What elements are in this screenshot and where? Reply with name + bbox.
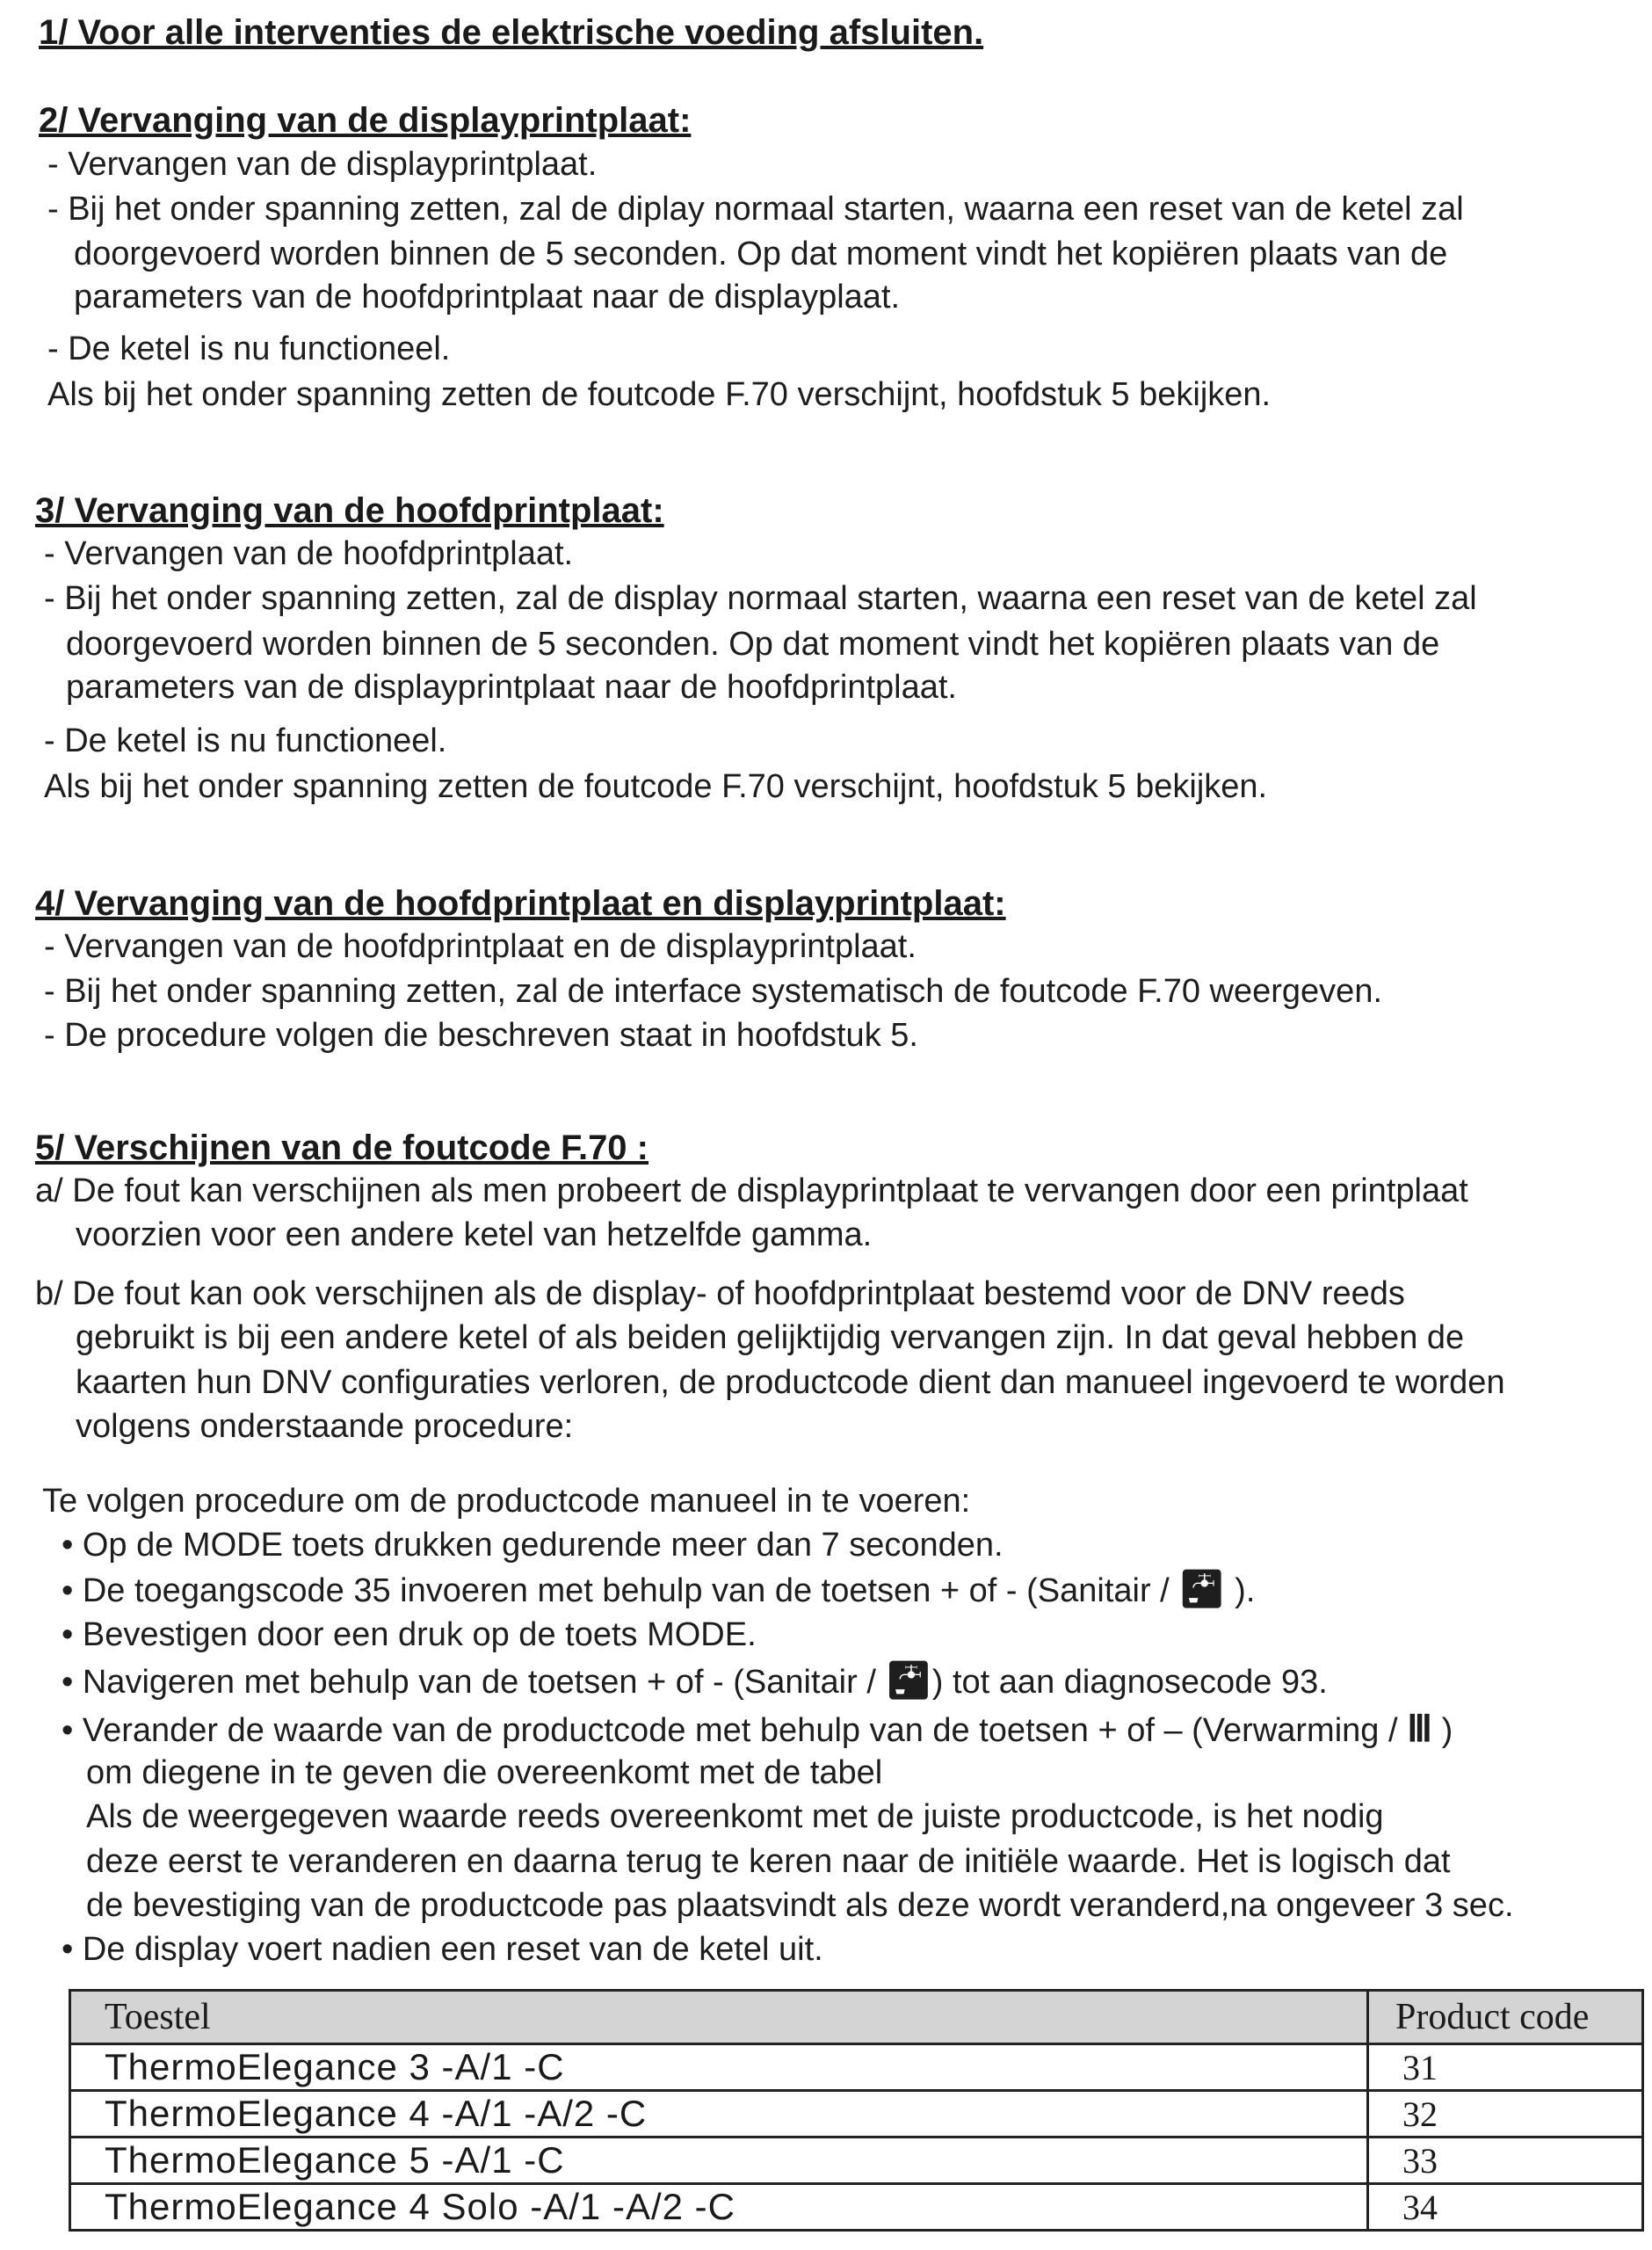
s3-line-2: - Bij het onder spanning zetten, zal de display normaal starten, waarna een reset van de ketel zal: [44, 580, 1477, 617]
procedure-line-5-text: • Verander de waarde van de productcode met behulp van de toetsen + of – (Verwarming /: [62, 1712, 1398, 1749]
s5-line-5: kaarten hun DNV configuraties verloren, de productcode dient dan manueel ingevoerd te worden: [76, 1364, 1505, 1401]
s5-line-6: volgens onderstaande procedure:: [76, 1408, 574, 1445]
section-2-heading: 2/ Vervanging van de displayprintplaat:: [39, 101, 692, 140]
procedure-line-9: de bevestiging van de productcode pas plaatsvindt als deze wordt veranderd,na ongeveer 3 sec.: [86, 1887, 1514, 1924]
s4-line-3: - De procedure volgen die beschreven staat in hoofdstuk 5.: [44, 1017, 918, 1054]
cell-device: ThermoElegance 4 -A/1 -A/2 -C: [70, 2091, 1368, 2138]
procedure-line-3: • Bevestigen door een druk op de toets MODE.: [62, 1616, 757, 1653]
s5-line-3: b/ De fout kan ook verschijnen als de display- of hoofdprintplaat bestemd voor de DNV reeds: [35, 1275, 1405, 1312]
radiator-icon: Ⅲ: [1407, 1708, 1433, 1749]
s5-line-4: gebruikt is bij een andere ketel of als beiden gelijktijdig vervangen zijn. In dat geval hebben de: [76, 1319, 1465, 1356]
procedure-intro: Te volgen procedure om de productcode manueel in te voeren:: [42, 1483, 971, 1520]
cell-code: 34: [1368, 2184, 1643, 2231]
header-toestel: Toestel: [70, 1991, 1368, 2044]
procedure-line-7: Als de weergegeven waarde reeds overeenkomt met de juiste productcode, is het nodig: [86, 1798, 1384, 1835]
header-product-code: Product code: [1368, 1991, 1643, 2044]
cell-device: ThermoElegance 4 Solo -A/1 -A/2 -C: [70, 2184, 1368, 2231]
product-code-table: [69, 1989, 1644, 2232]
s2-line-3: doorgevoerd worden binnen de 5 seconden. Op dat moment vindt het kopiëren plaats van de: [74, 236, 1448, 272]
s2-line-4: parameters van de hoofdprintplaat naar de displayplaat.: [74, 279, 901, 316]
s3-line-5: - De ketel is nu functioneel.: [44, 722, 447, 759]
procedure-line-4-tail: ) tot aan diagnosecode 93.: [931, 1664, 1328, 1701]
procedure-line-6: om diegene in te geven die overeenkomt met de tabel: [86, 1754, 883, 1791]
procedure-line-5: [62, 1707, 1453, 1753]
s2-line-6: Als bij het onder spanning zetten de foutcode F.70 verschijnt, hoofdstuk 5 bekijken.: [47, 376, 1272, 413]
procedure-line-10: • De display voert nadien een reset van de ketel uit.: [62, 1931, 823, 1968]
s4-line-2: - Bij het onder spanning zetten, zal de interface systematisch de foutcode F.70 weergeven.: [44, 973, 1383, 1010]
table-row: [70, 2184, 1643, 2231]
cell-device: ThermoElegance 3 -A/1 -C: [70, 2044, 1368, 2091]
procedure-line-8: deze eerst te veranderen en daarna terug te keren naar de initiële waarde. Het is logisch dat: [86, 1843, 1451, 1880]
procedure-line-2: [62, 1567, 1255, 1613]
s3-line-3: doorgevoerd worden binnen de 5 seconden. Op dat moment vindt het kopiëren plaats van de: [66, 626, 1440, 663]
procedure-line-2-tail: ).: [1225, 1572, 1256, 1609]
tap-icon: 🚰︎: [885, 1659, 932, 1701]
s5-line-1: a/ De fout kan verschijnen als men probeert de displayprintplaat te vervangen door een printplaat: [35, 1172, 1468, 1209]
section-3-heading: 3/ Vervanging van de hoofdprintplaat:: [35, 491, 664, 530]
s2-line-2: - Bij het onder spanning zetten, zal de diplay normaal starten, waarna een reset van de ketel zal: [47, 191, 1464, 228]
section-1-heading: 1/ Voor alle interventies de elektrische voeding afsluiten.: [39, 13, 984, 52]
s3-line-4: parameters van de displayprintplaat naar de hoofdprintplaat.: [66, 669, 957, 706]
procedure-line-2-text: • De toegangscode 35 invoeren met behulp van de toetsen + of - (Sanitair /: [62, 1572, 1170, 1609]
cell-code: 32: [1368, 2091, 1643, 2138]
section-4-heading: 4/ Vervanging van de hoofdprintplaat en displayprintplaat:: [35, 884, 1006, 923]
procedure-line-4-text: • Navigeren met behulp van de toetsen + of - (Sanitair /: [62, 1664, 876, 1701]
procedure-line-5-tail: ): [1432, 1712, 1453, 1749]
table-row: [70, 2044, 1643, 2091]
table-row: [70, 2138, 1643, 2184]
s2-line-1: - Vervangen van de displayprintplaat.: [47, 146, 598, 183]
s2-line-5: - De ketel is nu functioneel.: [47, 330, 451, 367]
cell-code: 31: [1368, 2044, 1643, 2091]
cell-code: 33: [1368, 2138, 1643, 2184]
section-5-heading: 5/ Verschijnen van de foutcode F.70 :: [35, 1129, 648, 1167]
procedure-line-1: • Op de MODE toets drukken gedurende meer dan 7 seconden.: [62, 1527, 1004, 1564]
tap-icon: 🚰︎: [1178, 1568, 1226, 1609]
table-row: [70, 2091, 1643, 2138]
cell-device: ThermoElegance 5 -A/1 -C: [70, 2138, 1368, 2184]
s3-line-1: - Vervangen van de hoofdprintplaat.: [44, 535, 574, 572]
s5-line-2: voorzien voor een andere ketel van hetzelfde gamma.: [76, 1216, 873, 1253]
s4-line-1: - Vervangen van de hoofdprintplaat en de displayprintplaat.: [44, 928, 917, 965]
table-header-row: [70, 1991, 1643, 2044]
procedure-line-4: [62, 1658, 1328, 1704]
s3-line-6: Als bij het onder spanning zetten de foutcode F.70 verschijnt, hoofdstuk 5 bekijken.: [44, 768, 1268, 805]
